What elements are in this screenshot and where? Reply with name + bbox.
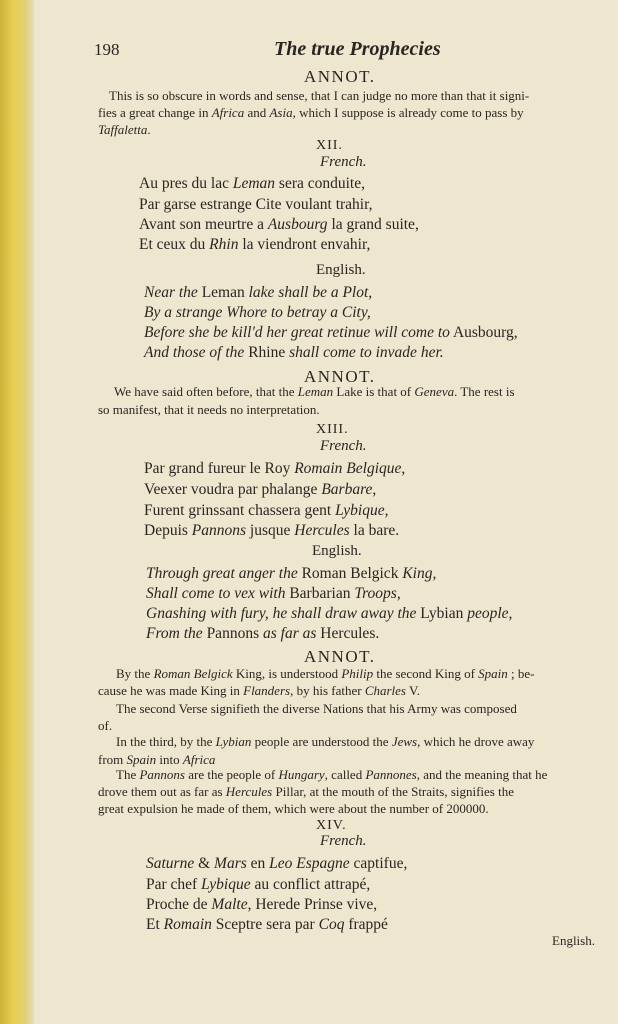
italic-text: Shall come to vex with xyxy=(146,585,286,602)
verse-line: Near the Leman lake shall be a Plot, xyxy=(144,284,373,301)
verse-line: Au pres du lac Leman sera conduite, xyxy=(139,175,365,192)
quatrain-number: XIII. xyxy=(316,422,349,437)
paragraph-line: We have said often before, that the Leman Lake is that of Geneva. The rest is xyxy=(114,384,515,399)
italic-text: Jews xyxy=(391,734,418,749)
annotation-heading: ANNOT. xyxy=(304,67,376,86)
italic-text: Malte xyxy=(211,896,248,913)
running-head: The true Prophecies xyxy=(274,38,441,60)
verse-line: Furent grinssant chassera gent Lybique, xyxy=(144,502,389,519)
verse-line: Through great anger the Roman Belgick King, xyxy=(146,565,437,582)
italic-text: Hercules xyxy=(225,784,273,799)
italic-text: From the xyxy=(146,625,203,642)
italic-text: Philip xyxy=(341,666,374,681)
verse-line: Before she be kill'd her great retinue will come to Ausbourg, xyxy=(144,324,518,341)
paragraph-line: of. xyxy=(98,718,113,733)
paragraph-line: The Pannons are the people of Hungary, called Pannones, and the meaning that he xyxy=(116,767,548,782)
italic-text: Geneva xyxy=(414,384,455,399)
language-label: English. xyxy=(316,262,366,278)
paragraph-line: great expulsion he made of them, which were about the number of 200000. xyxy=(98,801,489,816)
italic-text: lake shall be a Plot, xyxy=(248,284,373,301)
italic-text: By a strange Whore to betray a City, xyxy=(144,304,371,321)
italic-text: Rhin xyxy=(209,236,239,253)
italic-text: Roman Belgick xyxy=(153,666,233,681)
paragraph-line: The second Verse signifieth the diverse Nations that his Army was composed xyxy=(116,701,517,716)
italic-text: Saturne xyxy=(146,855,195,872)
verse-line: Par grand fureur le Roy Romain Belgique, xyxy=(144,460,406,477)
verse-line: And those of the Rhine shall come to invade her. xyxy=(144,344,444,361)
italic-text: people, xyxy=(467,605,513,622)
italic-text: Before she be kill'd her great retinue will come to xyxy=(144,324,450,341)
italic-text: Pannons xyxy=(191,522,247,539)
italic-text: Near the xyxy=(144,284,198,301)
verse-line: Proche de Malte, Herede Prinse vive, xyxy=(146,896,378,913)
verse-line: Gnashing with fury, he shall draw away the Lybian people, xyxy=(146,605,513,622)
paragraph-line: from Spain into Africa xyxy=(98,752,216,767)
italic-text: Coq xyxy=(318,916,345,933)
annotation-heading: ANNOT. xyxy=(304,367,376,386)
italic-text: Lybian xyxy=(215,734,252,749)
italic-text: Spain xyxy=(478,666,508,681)
verse-line: Shall come to vex with Barbarian Troops, xyxy=(146,585,401,602)
italic-text: Ausbourg xyxy=(267,216,328,233)
annotation-heading: ANNOT. xyxy=(304,647,376,666)
paragraph-line: By the Roman Belgick King, is understood Philip the second King of Spain ; be- xyxy=(116,666,535,681)
italic-text: Gnashing with fury, he shall draw away the xyxy=(146,605,417,622)
paragraph-line: fies a great change in Africa and Asia, which I suppose is already come to pass by xyxy=(98,105,524,120)
italic-text: Hungary xyxy=(278,767,325,782)
italic-text: Flanders xyxy=(243,683,291,698)
language-label: French. xyxy=(320,438,367,454)
verse-line: Et ceux du Rhin la viendront envahir, xyxy=(139,236,371,253)
language-label: French. xyxy=(320,833,367,849)
italic-text: Asia xyxy=(269,105,293,120)
verse-line: Et Romain Sceptre sera par Coq frappé xyxy=(146,916,388,933)
paragraph-line: cause he was made King in Flanders, by his father Charles V. xyxy=(98,683,420,698)
italic-text: Leman xyxy=(297,384,334,399)
language-label: English. xyxy=(312,543,362,559)
verse-line: Par chef Lybique au conflict attrapé, xyxy=(146,876,371,893)
italic-text: Hercules xyxy=(294,522,350,539)
italic-text: And those of the xyxy=(144,344,245,361)
italic-text: Mars xyxy=(214,855,247,872)
italic-text: Leman xyxy=(232,175,276,192)
italic-text: Africa xyxy=(211,105,245,120)
language-label: French. xyxy=(320,154,367,170)
italic-text: Leo Espagne xyxy=(269,855,350,872)
gilt-page-edge xyxy=(0,0,34,1024)
verse-line xyxy=(144,304,371,321)
italic-text: Taffaletta xyxy=(98,122,148,137)
verse-line: Depuis Pannons jusque Hercules la bare. xyxy=(144,522,400,539)
italic-text: Through great anger the xyxy=(146,565,298,582)
italic-text: Africa xyxy=(182,752,216,767)
verse-line: Veexer voudra par phalange Barbare, xyxy=(144,481,377,498)
italic-text: Lybique xyxy=(201,876,251,893)
verse-line: Par garse estrange Cite voulant trahir, xyxy=(139,196,373,213)
verse-line: Saturne & Mars en Leo Espagne captifue, xyxy=(146,855,408,872)
italic-text: shall come to invade her. xyxy=(289,344,444,361)
italic-text: Romain xyxy=(163,916,212,933)
italic-text: Barbare xyxy=(321,481,373,498)
page-number: 198 xyxy=(94,40,120,59)
italic-text: Charles xyxy=(364,683,406,698)
italic-text: as far as xyxy=(262,625,317,642)
paragraph-line: so manifest, that it needs no interpretation. xyxy=(98,402,320,417)
verse-line: From the Pannons as far as Hercules. xyxy=(146,625,380,642)
page-text-area xyxy=(34,0,618,1024)
italic-text: Pannones xyxy=(365,767,417,782)
italic-text: Troops, xyxy=(354,585,401,602)
quatrain-number: XIV. xyxy=(316,818,347,833)
paragraph-line: drove them out as far as Hercules Pillar, at the mouth of the Straits, signifies the xyxy=(98,784,515,799)
catchword: English. xyxy=(552,933,595,948)
quatrain-number: XII. xyxy=(316,138,343,153)
paragraph-line: Taffaletta. xyxy=(98,122,151,137)
italic-text: Romain Belgique xyxy=(294,460,402,477)
verse-line: Avant son meurtre a Ausbourg la grand suite, xyxy=(139,216,419,233)
italic-text: Pannons xyxy=(139,767,185,782)
italic-text: King, xyxy=(402,565,437,582)
italic-text: Spain xyxy=(126,752,157,767)
paragraph-line: In the third, by the Lybian people are understood the Jews, which he drove away xyxy=(116,734,535,749)
italic-text: Lybique xyxy=(335,502,385,519)
paragraph-line: This is so obscure in words and sense, that I can judge no more than that it signi- xyxy=(109,88,530,103)
